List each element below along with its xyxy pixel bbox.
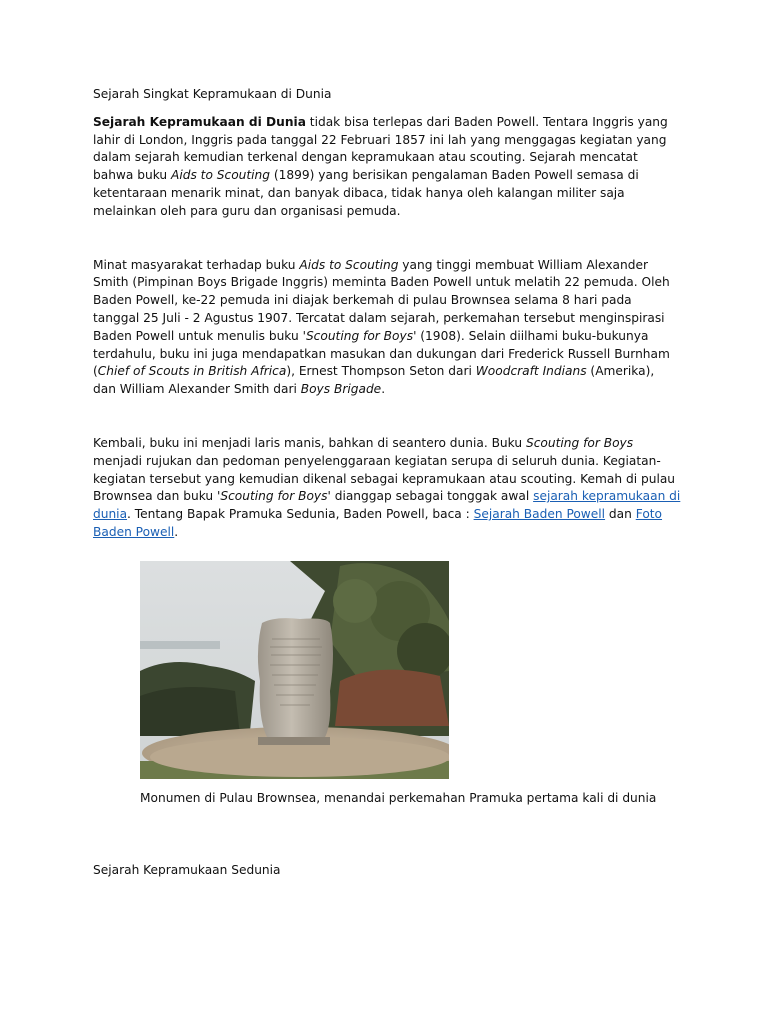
p3-text-d: . Tentang Bapak Pramuka Sedunia, Baden Powell, baca :: [127, 507, 474, 522]
p2-text-c: ' (1908). Selain diilhami buku-bukunya terdahulu, buku ini juga mendapatkan masukan dan dukungan dari Frederick Russell Burnham (: [93, 328, 670, 379]
p1-text-b: (1899) yang berisikan pengalaman Baden Powell semasa di ketentaraan menarik minat, dan banyak dibaca, tidak hanya oleh kalangan militer saja melainkan oleh para guru dan organisasi pemuda.: [93, 168, 639, 218]
link-foto-baden-powell[interactable]: Foto Baden Powell: [93, 507, 663, 539]
paragraph-1: [93, 114, 681, 221]
p2-text-b: yang tinggi membuat William Alexander Smith (Pimpinan Boys Brigade Inggris) meminta Baden Powell untuk melatih 22 pemuda. Oleh Baden Powell, ke-22 pemuda ini diajak berkemah di pulau Brownsea selama 8 hari pada tanggal 25 Juli - 2 Agustus 1907. Tercatat dalam sejarah, perkemahan tersebut menginspirasi Baden Powell untuk menulis buku ': [93, 257, 670, 343]
p3-text-b: menjadi rujukan dan pedoman penyelenggaraan kegiatan serupa di seluruh dunia. Kegiatan-kegiatan tersebut yang kemudian dikenal sebagai kepramukaan atau scouting. Kemah di pulau Brownsea dan buku ': [93, 453, 676, 504]
document-body: [93, 86, 681, 542]
p2-italic-book: Aids to Scouting: [299, 257, 399, 272]
paragraph-2: [93, 257, 681, 399]
p2-text-d: ), Ernest Thompson Seton dari: [286, 364, 476, 379]
p2-italic-chief: Chief of Scouts in British Africa: [97, 364, 287, 379]
p2-italic-boys: Boys Brigade: [300, 382, 382, 397]
p2-text-a: Minat masyarakat terhadap buku: [93, 257, 300, 272]
p3-text-e: dan: [605, 507, 636, 522]
p3-italic-sfb2: Scouting for Boys: [220, 489, 328, 504]
link-sejarah-baden-powell[interactable]: Sejarah Baden Powell: [473, 507, 606, 522]
brownsea-monument-photo: [140, 561, 449, 779]
p2-text-e: (Amerika), dan William Alexander Smith dari: [93, 364, 655, 397]
p2-text-f: .: [381, 382, 386, 397]
p2-italic-sfb: Scouting for Boys: [305, 328, 414, 343]
p3-text-f: .: [174, 524, 179, 539]
p3-italic-sfb: Scouting for Boys: [525, 435, 634, 450]
p3-text-c: ' dianggap sebagai tonggak awal: [327, 489, 534, 504]
section-heading: Sejarah Kepramukaan Sedunia: [93, 863, 281, 877]
bold-lead: Sejarah Kepramukaan di Dunia: [93, 114, 306, 129]
p1-italic-book: Aids to Scouting: [170, 168, 271, 183]
page-title: Sejarah Singkat Kepramukaan di Dunia: [93, 87, 332, 101]
paragraph-3: [93, 435, 681, 542]
photo-caption: Monumen di Pulau Brownsea, menandai perkemahan Pramuka pertama kali di dunia: [140, 791, 657, 805]
p1-text-a: tidak bisa terlepas dari Baden Powell. Tentara Inggris yang lahir di London, Inggris pada tanggal 22 Februari 1857 ini lah yang menggagas kegiatan yang dalam sejarah kemudian terkenal dengan kepramukaan atau scouting. Sejarah mencatat bahwa buku: [93, 114, 668, 183]
p2-italic-woodcraft: Woodcraft Indians: [475, 364, 587, 379]
p3-text-a: Kembali, buku ini menjadi laris manis, bahkan di seantero dunia. Buku: [93, 435, 526, 450]
link-sejarah-kepramukaan[interactable]: sejarah kepramukaan di dunia: [93, 489, 681, 522]
